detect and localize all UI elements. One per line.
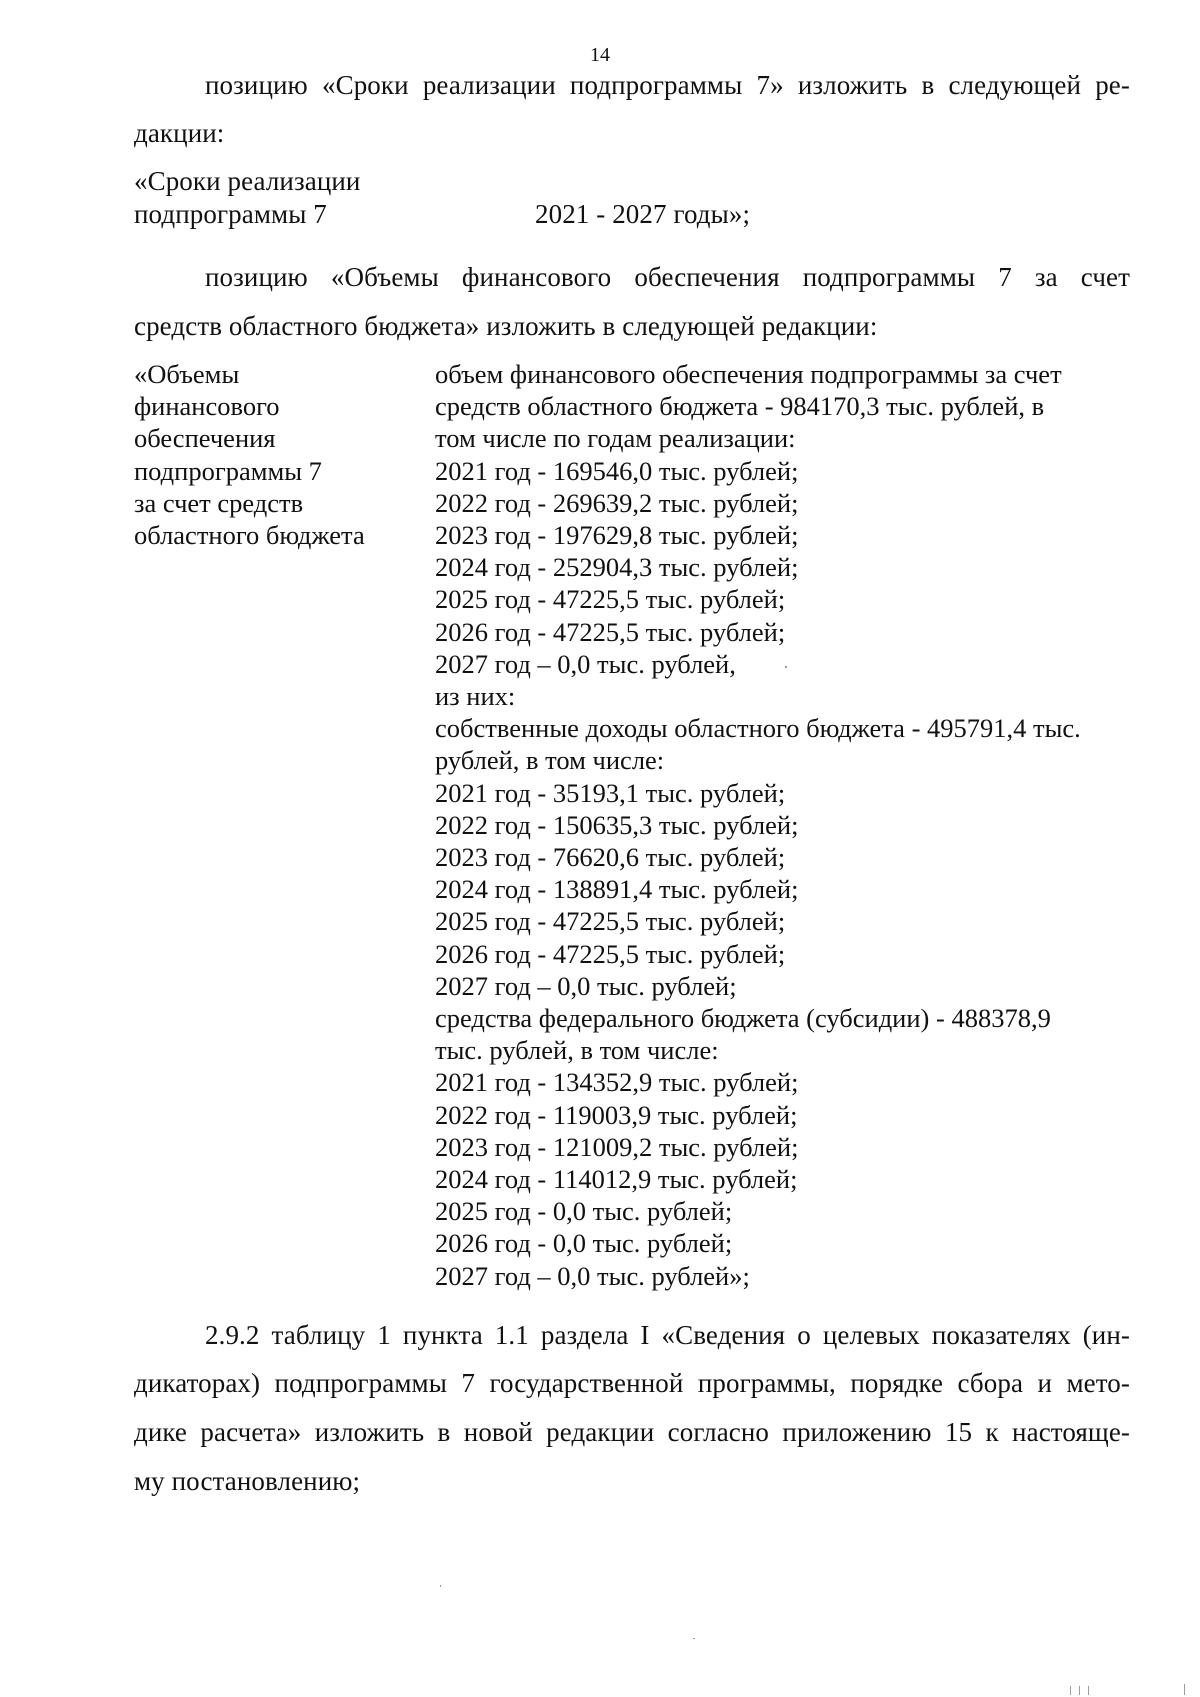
funding-value-column [435, 358, 1155, 1292]
terms-label-line-1: «Сроки реализации [134, 166, 361, 196]
funding-label-line: «Объемы [134, 359, 240, 389]
scan-speck [693, 1638, 695, 1639]
funding-intro-line-2: средств областного бюджета» изложить в следующей редакции: [134, 311, 878, 341]
funding-label-line: областного бюджета [134, 520, 365, 551]
funding-value-line: 2025 год - 47225,5 тыс. рублей; [435, 906, 786, 937]
funding-value-line: 2022 год - 150635,3 тыс. рублей; [435, 809, 799, 840]
funding-value-line: 2025 год - 0,0 тыс. рублей; [435, 1196, 733, 1227]
funding-value-line: 2022 год - 269639,2 тыс. рублей; [435, 487, 799, 518]
funding-value-line: тыс. рублей, в том числе: [435, 1035, 719, 1066]
closing-line-2: дикаторах) подпрограммы 7 государственной программы, порядке сбора и мето- [134, 1368, 1130, 1398]
funding-value-line: 2027 год – 0,0 тыс. рублей; [435, 970, 737, 1001]
funding-label-line: финансового [134, 391, 280, 422]
funding-value-line: 2022 год - 119003,9 тыс. рублей; [435, 1099, 798, 1130]
closing-line-3: дике расчета» изложить в новой редакции согласно приложению 15 к настояще- [134, 1417, 1130, 1447]
terms-value: 2021 - 2027 годы»; [535, 199, 751, 229]
funding-label-line: подпрограммы 7 [134, 455, 322, 486]
funding-value-line: 2021 год - 35193,1 тыс. рублей; [435, 777, 786, 808]
scan-speck [1070, 1686, 1071, 1695]
scan-speck [440, 1585, 441, 1587]
funding-label-line: за счет средств [134, 487, 304, 518]
funding-value-line: из них: [435, 681, 516, 712]
funding-value-line: 2027 год – 0,0 тыс. рублей, [435, 648, 736, 679]
funding-value-line: 2023 год - 121009,2 тыс. рублей; [435, 1131, 799, 1162]
funding-label-column [134, 358, 424, 551]
scan-speck [1088, 1686, 1089, 1695]
funding-value-line: 2025 год - 47225,5 тыс. рублей; [435, 584, 786, 615]
funding-value-line: собственные доходы областного бюджета - 495791,4 тыс. [435, 713, 1081, 744]
funding-value-line: 2021 год - 134352,9 тыс. рублей; [435, 1067, 799, 1098]
funding-value-line: объем финансового обеспечения подпрограммы за счет [435, 359, 1062, 389]
page-number: 14 [590, 44, 610, 66]
scan-speck [1079, 1686, 1080, 1695]
funding-value-line: рублей, в том числе: [435, 745, 665, 776]
funding-value-line: средств областного бюджета - 984170,3 тыс. рублей, в [435, 391, 1045, 422]
funding-value-line: 2026 год - 0,0 тыс. рублей; [435, 1228, 733, 1259]
scan-speck [785, 666, 787, 668]
scan-speck [1184, 1684, 1185, 1695]
closing-line-4: му постановлению; [134, 1466, 361, 1496]
closing-line-1: 2.9.2 таблицу 1 пункта 1.1 раздела I «Сведения о целевых показателях (ин- [205, 1320, 1130, 1350]
funding-value-line: 2026 год - 47225,5 тыс. рублей; [435, 616, 786, 647]
funding-value-line: 2024 год - 138891,4 тыс. рублей; [435, 874, 799, 905]
funding-label-line: обеспечения [134, 423, 276, 454]
funding-value-line: том числе по годам реализации: [435, 423, 796, 454]
funding-value-line: 2021 год - 169546,0 тыс. рублей; [435, 455, 799, 486]
funding-value-line: 2023 год - 76620,6 тыс. рублей; [435, 842, 786, 873]
funding-value-line: средства федерального бюджета (субсидии) - 488378,9 [435, 1003, 1051, 1034]
funding-value-line: 2024 год - 114012,9 тыс. рублей; [435, 1164, 798, 1195]
intro-line-1: позицию «Сроки реализации подпрограммы 7» изложить в следующей ре- [205, 70, 1130, 100]
funding-value-line: 2024 год - 252904,3 тыс. рублей; [435, 552, 799, 583]
funding-value-line: 2023 год - 197629,8 тыс. рублей; [435, 520, 799, 551]
intro-line-2: дакции: [134, 118, 225, 148]
terms-label-line-2: подпрограммы 7 [134, 199, 327, 229]
funding-value-line: 2027 год – 0,0 тыс. рублей»; [435, 1260, 750, 1291]
funding-intro-line-1: позицию «Объемы финансового обеспечения подпрограммы 7 за счет [205, 262, 1130, 292]
funding-value-line: 2026 год - 47225,5 тыс. рублей; [435, 938, 786, 969]
